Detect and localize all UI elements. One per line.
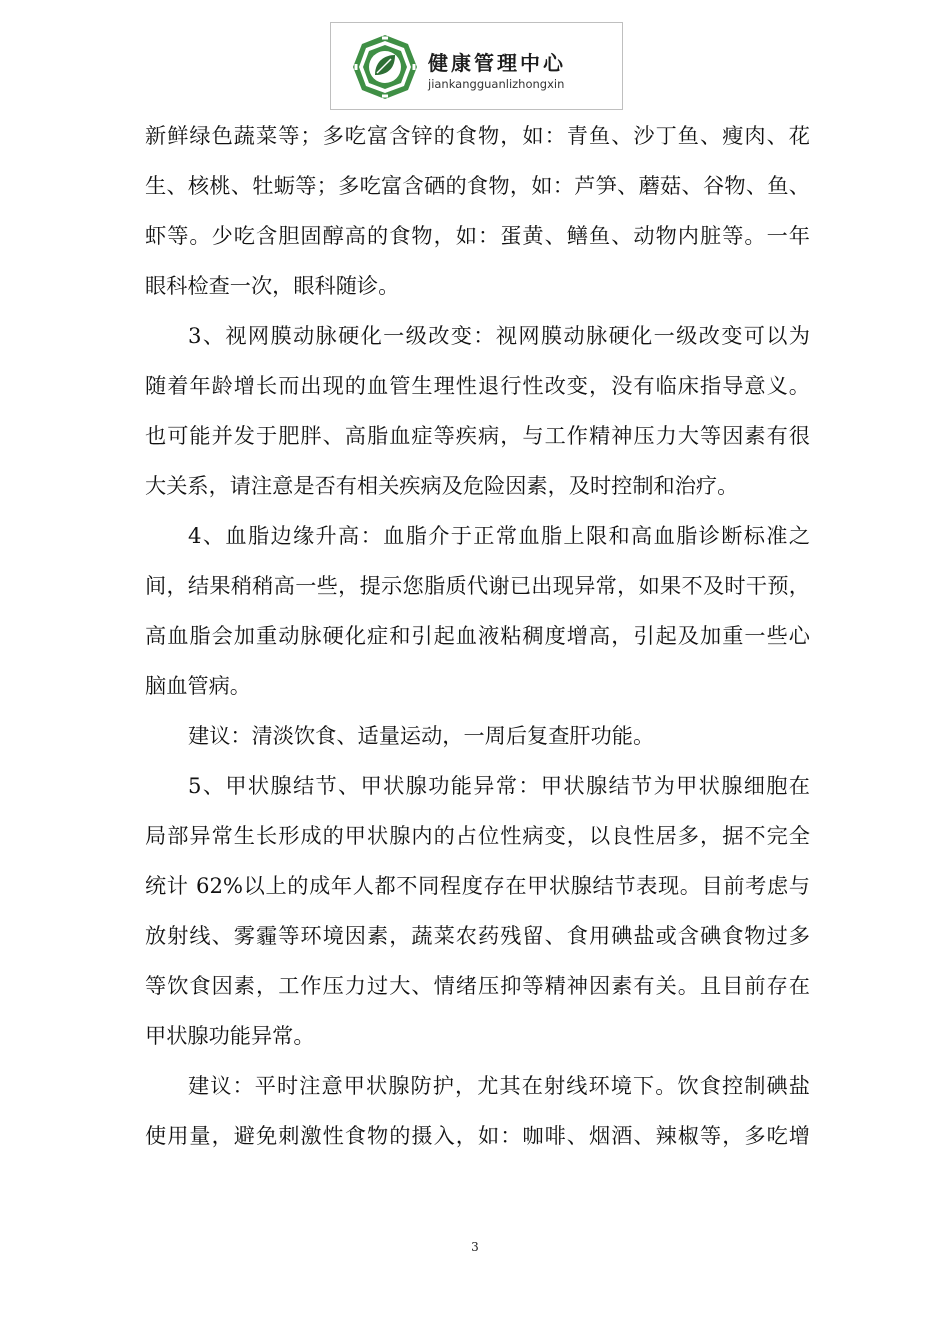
paragraph-line: 放射线、雾霾等环境因素，蔬菜农药残留、食用碘盐或含碘食物过多 <box>145 923 810 948</box>
header-subtitle: jiankangguanlizhongxin <box>428 77 565 91</box>
header-logo <box>330 22 623 110</box>
paragraph-line: 新鲜绿色蔬菜等；多吃富含锌的食物，如：青鱼、沙丁鱼、瘦肉、花 <box>145 123 810 148</box>
paragraph-line: 局部异常生长形成的甲状腺内的占位性病变，以良性居多，据不完全 <box>145 823 810 848</box>
paragraph-line: 3、视网膜动脉硬化一级改变：视网膜动脉硬化一级改变可以为 <box>188 323 810 348</box>
paragraph-line: 随着年龄增长而出现的血管生理性退行性改变，没有临床指导意义。 <box>145 373 810 398</box>
paragraph-line: 眼科检查一次，眼科随诊。 <box>145 273 400 298</box>
document-body <box>145 111 810 1161</box>
paragraph-line: 4、血脂边缘升高：血脂介于正常血脂上限和高血脂诊断标准之 <box>188 523 810 548</box>
paragraph-line: 等饮食因素，工作压力过大、情绪压抑等精神因素有关。且目前存在 <box>145 973 810 998</box>
paragraph-line: 大关系，请注意是否有相关疾病及危险因素，及时控制和治疗。 <box>145 473 739 498</box>
paragraph-line: 建议：平时注意甲状腺防护，尤其在射线环境下。饮食控制碘盐 <box>188 1073 810 1098</box>
paragraph-line: 甲状腺功能异常。 <box>145 1023 315 1048</box>
paragraph-line: 也可能并发于肥胖、高脂血症等疾病，与工作精神压力大等因素有很 <box>145 423 810 448</box>
paragraph-line: 高血脂会加重动脉硬化症和引起血液粘稠度增高，引起及加重一些心 <box>145 623 810 648</box>
paragraph-line: 统计 62%以上的成年人都不同程度存在甲状腺结节表现。目前考虑与 <box>145 873 810 898</box>
leaf-emblem-icon <box>351 33 419 101</box>
paragraph-line: 间，结果稍稍高一些，提示您脂质代谢已出现异常，如果不及时干预， <box>145 573 810 598</box>
paragraph-line: 5、甲状腺结节、甲状腺功能异常：甲状腺结节为甲状腺细胞在 <box>188 773 810 798</box>
paragraph-line: 脑血管病。 <box>145 673 251 698</box>
paragraph-line: 生、核桃、牡蛎等；多吃富含硒的食物，如：芦笋、蘑菇、谷物、鱼、 <box>145 173 810 198</box>
paragraph-line: 建议：清淡饮食、适量运动，一周后复查肝功能。 <box>188 723 655 748</box>
header-title: 健康管理中心 <box>428 51 566 75</box>
page-number: 3 <box>471 1240 479 1254</box>
paragraph-line: 虾等。少吃含胆固醇高的食物，如：蛋黄、鳝鱼、动物内脏等。一年 <box>145 223 810 248</box>
paragraph-line: 使用量，避免刺激性食物的摄入，如：咖啡、烟酒、辣椒等，多吃增 <box>145 1123 810 1148</box>
